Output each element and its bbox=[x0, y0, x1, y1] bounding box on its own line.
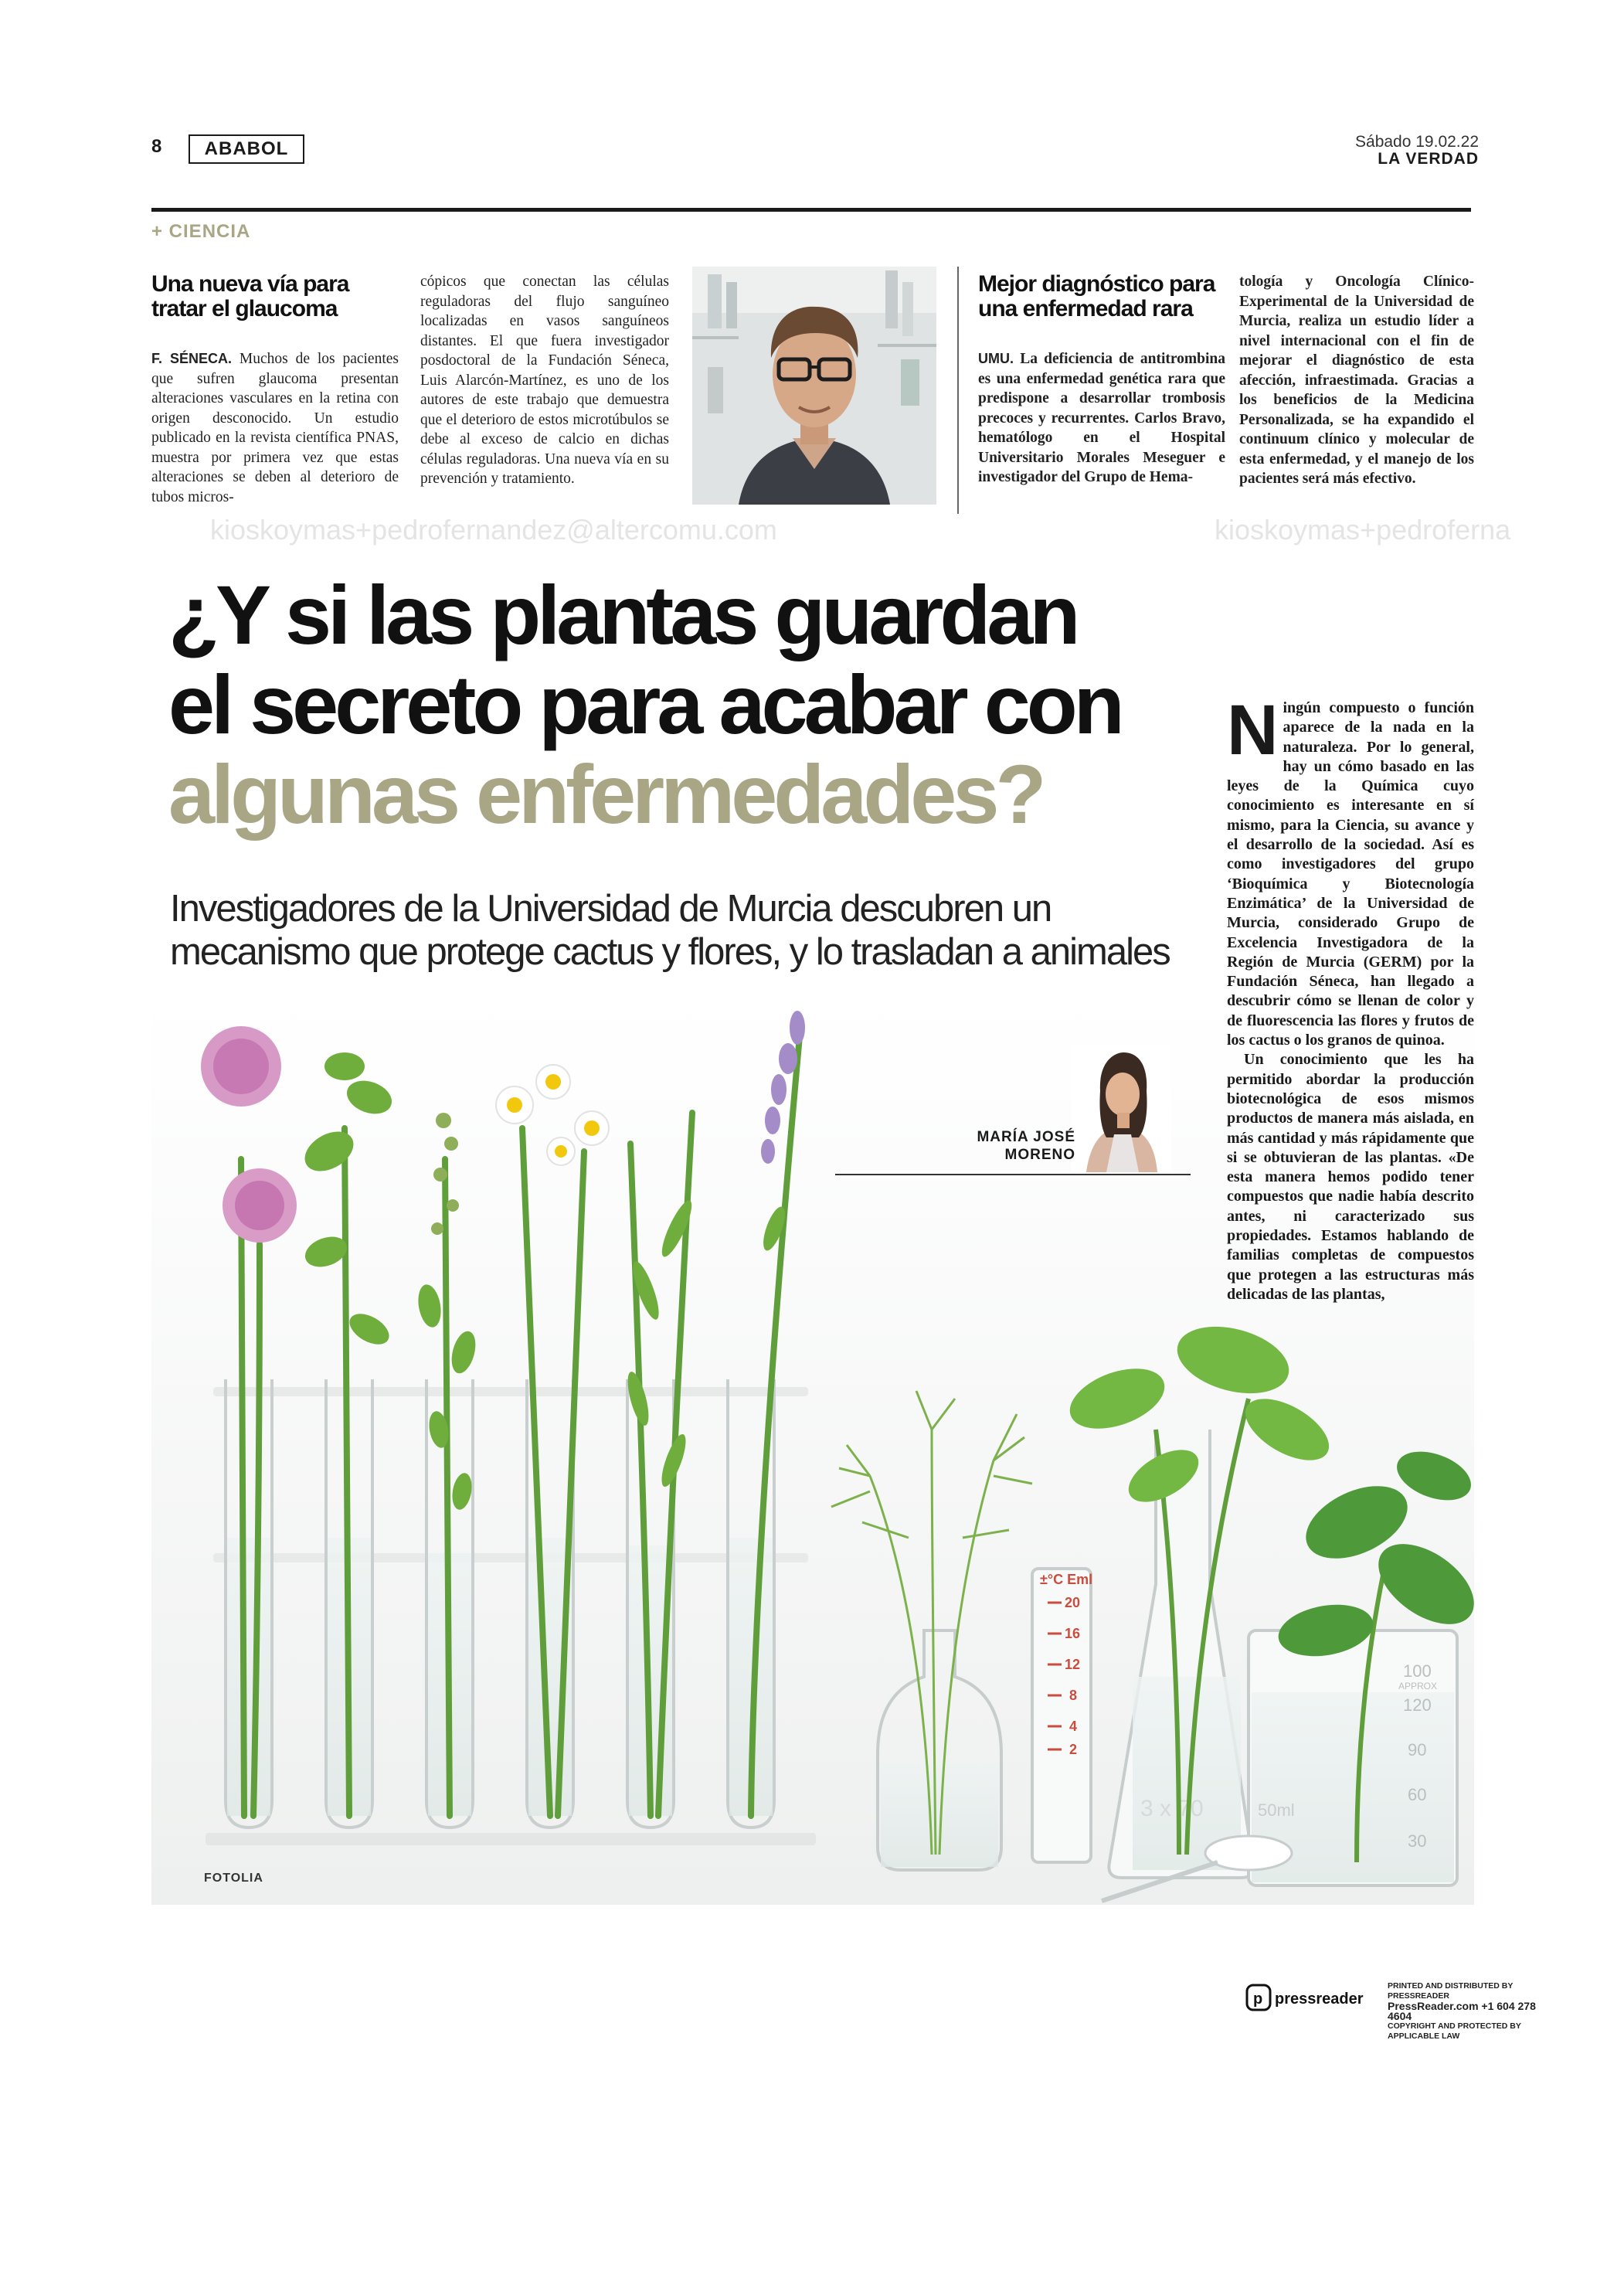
issue-date: Sábado 19.02.22 bbox=[1355, 133, 1479, 151]
body-paragraph-1: ingún compuesto o función aparece de la nada en la naturaleza. Por lo general, hay un cómo basado en las leyes de la Química cuyo conocimiento es interesante en sí mismo, para la Ciencia, su avance y el desarrollo de la sociedad. Así es como investigadores del grupo ‘Bioquímica y Biotecnología Enzimática’ de la Universidad de Murcia, considerado Grupo de Excelencia Investigadora de la Región de Murcia (GERM) por la Fundación Séneca, han llegado a descubrir cómo se llenan de color y de fluorescencia las flores y frutos de los cactus o los granos de quinoa. bbox=[1227, 699, 1474, 1049]
beaker-mark-120: 120 bbox=[1403, 1695, 1432, 1715]
beaker-mark-90: 90 bbox=[1408, 1740, 1427, 1760]
brief-glaucoma-body1: Muchos de los pacientes que sufren glaucoma presentan alteraciones vasculares en la retina con origen desconocido. Un estudio publicado en la revista científica PNAS, muestra por primera vez que estas alteraciones se deben al deterioro de tubos micros- bbox=[151, 351, 399, 505]
main-subheadline bbox=[170, 887, 1174, 974]
flask-label: 3 x 70 bbox=[1140, 1796, 1204, 1821]
brief-glaucoma-headline[interactable] bbox=[151, 272, 383, 321]
body-paragraph-2: Un conocimiento que les ha permitido abordar la producción biotecnológica de esos mismos productos de manera más aislada, en más cantidad y más rápidamente que si se obtuvieran de las plantas. «De esta manera hemos podido tener compuestos que nadie había descrito antes, ni caracterizado sus propiedades. Estamos hablando de familias completas de compuestos que protegen a las estructuras más delicadas de las plantas, bbox=[1227, 1051, 1474, 1303]
watermark-right: kioskoymas+pedroferna bbox=[1215, 514, 1511, 546]
author-byline[interactable] bbox=[944, 1128, 1075, 1164]
brief-rare-disease-headline-line2: una enfermedad rara bbox=[978, 296, 1193, 321]
pressreader-logo[interactable] bbox=[1245, 1982, 1375, 2013]
pressreader-notice-line3: COPYRIGHT AND PROTECTED BY APPLICABLE LAW bbox=[1388, 2021, 1521, 2041]
author-avatar bbox=[1071, 1045, 1171, 1172]
column-divider bbox=[957, 267, 959, 514]
brief-rare-disease-text-col2: tología y Oncología Clínico-Experimental de la Universidad de Murcia, realiza un estudio líder a nivel internacional con el fin de mejorar el diagnóstico de esta afección, infraestimada. Gracias a los beneficios de la Medicina Personalizada, se ha expandido el continuum clínico y molecular de esta enfermedad, y el manejo de los pacientes será más efectivo. bbox=[1239, 274, 1474, 487]
main-headline-line3: algunas enfermedades? bbox=[168, 747, 1043, 841]
brief-glaucoma-lead: F. SÉNECA. bbox=[151, 351, 233, 366]
article-body bbox=[1227, 691, 1474, 1304]
main-headline-line1: ¿Y si las plantas guardan bbox=[168, 568, 1077, 661]
researcher-photo bbox=[692, 267, 936, 505]
author-first-name: MARÍA JOSÉ bbox=[977, 1129, 1075, 1145]
photo-credit: FOTOLIA bbox=[204, 1872, 263, 1885]
pressreader-wordmark: pressreader bbox=[1275, 1991, 1364, 2008]
brief-rare-disease-text-col1 bbox=[978, 349, 1225, 488]
author-last-name: MORENO bbox=[1004, 1147, 1075, 1163]
pressreader-notice-line2[interactable]: PressReader.com +1 604 278 4604 bbox=[1388, 2000, 1536, 2022]
header-rule bbox=[151, 208, 1471, 212]
watermark-left: kioskoymas+pedrofernandez@altercomu.com bbox=[210, 514, 777, 546]
page-number: 8 bbox=[151, 136, 162, 157]
svg-text:p: p bbox=[1253, 1991, 1263, 2008]
pressreader-notice-line1: PRINTED AND DISTRIBUTED BY PRESSREADER bbox=[1388, 1981, 1514, 2001]
brief-glaucoma-headline-line1: Una nueva vía para bbox=[151, 271, 349, 297]
cylinder-mark-12: 12 bbox=[1065, 1657, 1081, 1672]
cylinder-mark-20: 20 bbox=[1065, 1595, 1081, 1610]
brief-rare-disease-headline[interactable] bbox=[978, 272, 1225, 321]
brief-glaucoma-text-col1 bbox=[151, 349, 399, 507]
brief-rare-disease-body1: La deficiencia de antitrombina es una enfermedad genética rara que predispone a desarrollar trombosis precoces y recurrentes. Carlos Bravo, hematólogo en el Hospital Universitario Morales Meseguer e investigador del Grupo de Hema- bbox=[978, 351, 1226, 485]
pressreader-notice bbox=[1388, 1981, 1550, 2042]
cylinder-mark-4: 4 bbox=[1069, 1719, 1078, 1734]
brief-glaucoma-text-col2: cópicos que conectan las células reguladoras del flujo sanguíneo localizadas en vasos sanguíneos distantes. El que fuera investigador posdoctoral de la Fundación Séneca, Luis Alarcón-Martínez, es uno de los autores de este trabajo que demuestra que el deterioro de estos microtúbulos se debe al exceso de calcio en dichas células reguladoras. Una nueva vía en su prevención y tratamiento. bbox=[420, 274, 669, 487]
newspaper-name: LA VERDAD bbox=[1378, 150, 1479, 168]
brief-glaucoma-headline-line2: tratar el glaucoma bbox=[151, 296, 338, 321]
section-label: ABABOL bbox=[189, 134, 304, 164]
beaker-mark-60: 60 bbox=[1408, 1785, 1427, 1804]
beaker-approx-label: APPROX bbox=[1398, 1681, 1438, 1692]
cylinder-mark-16: 16 bbox=[1065, 1626, 1081, 1641]
byline-rule bbox=[835, 1174, 1191, 1175]
main-headline-line2: el secreto para acabar con bbox=[168, 658, 1121, 751]
brief-rare-disease-headline-line1: Mejor diagnóstico para bbox=[978, 271, 1215, 297]
beaker-mark-30: 30 bbox=[1408, 1831, 1427, 1851]
cylinder-mark-8: 8 bbox=[1069, 1688, 1078, 1703]
brief-rare-disease-lead: UMU. bbox=[978, 351, 1014, 366]
category-tag: + CIENCIA bbox=[151, 221, 251, 242]
beaker-mark-100: 100 bbox=[1403, 1661, 1432, 1681]
subheadline-line1: Investigadores de la Universidad de Murcia descubren un bbox=[170, 888, 1052, 930]
main-headline[interactable] bbox=[168, 570, 1219, 839]
drop-cap: N bbox=[1227, 691, 1279, 770]
cylinder-mark-2: 2 bbox=[1069, 1742, 1078, 1757]
bottle-label: 50ml bbox=[1258, 1800, 1295, 1820]
cylinder-unit-label: ±°C Eml bbox=[1040, 1572, 1093, 1587]
subheadline-line2: mecanismo que protege cactus y flores, y lo trasladan a animales bbox=[170, 931, 1170, 973]
